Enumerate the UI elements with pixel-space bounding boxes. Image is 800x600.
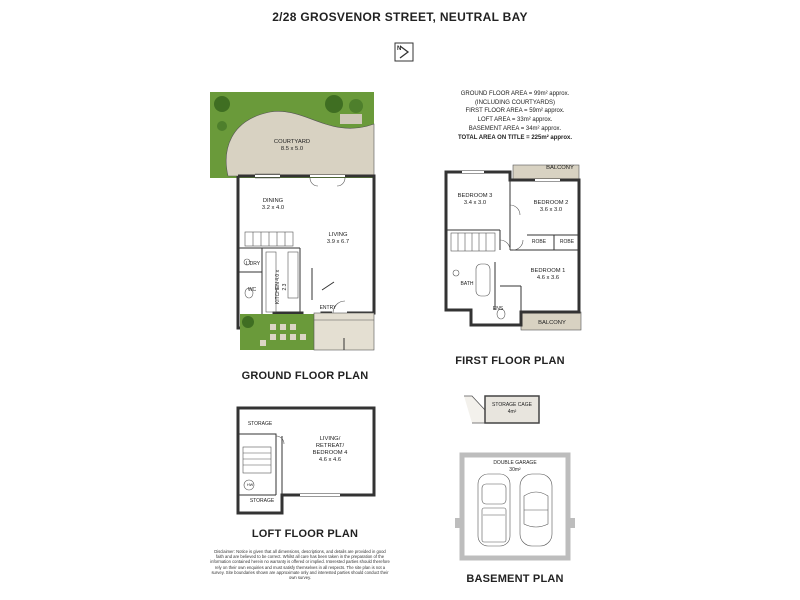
robe-label-2: ROBE (559, 239, 575, 245)
bath-label: BATH (460, 281, 474, 287)
loft-floor-plan-title: LOFT FLOOR PLAN (251, 528, 359, 540)
bedroom1-dim: 4.6 x 3.6 (536, 275, 560, 281)
robe-label-1: ROBE (531, 239, 547, 245)
wc-label: WC (247, 287, 257, 293)
area-total: TOTAL AREA ON TITLE = 225m² approx. (457, 134, 573, 141)
dining-dim: 3.2 x 4.0 (261, 205, 285, 211)
living-name: LIVING (328, 232, 348, 238)
living-dim: 3.9 x 6.7 (326, 239, 350, 245)
basement-plan-title: BASEMENT PLAN (466, 573, 564, 585)
loft-room-line1: LIVING/ (319, 436, 341, 442)
laundry-label: L'DRY (245, 261, 261, 267)
loft-storage-top-label: STORAGE (247, 421, 273, 427)
area-ground-note: (INCLUDING COURTYARDS) (474, 99, 556, 106)
area-first: FIRST FLOOR AREA = 59m² approx. (465, 108, 565, 115)
bedroom3-dim: 3.4 x 3.0 (463, 200, 487, 206)
dining-name: DINING (262, 198, 284, 204)
ground-floor-plan-title: GROUND FLOOR PLAN (241, 370, 369, 382)
entry-label: ENTRY (319, 305, 337, 311)
bedroom3-name: BEDROOM 3 (457, 193, 493, 199)
loft-room-dim: 4.6 x 4.6 (318, 457, 342, 463)
bedroom1-name: BEDROOM 1 (530, 268, 566, 274)
balcony-top-label: BALCONY (546, 165, 574, 171)
courtyard-dim: 8.5 x 5.0 (280, 146, 304, 152)
storage-cage-dim: 4m² (507, 409, 517, 415)
hot-water-label: HW (246, 483, 254, 487)
area-basement: BASEMENT AREA = 34m² approx. (468, 125, 562, 132)
loft-storage-bottom-label: STORAGE (249, 498, 275, 504)
area-ground: GROUND FLOOR AREA = 99m² approx. (460, 91, 570, 97)
bedroom2-dim: 3.6 x 3.0 (539, 207, 563, 213)
ensuite-label: ENS (492, 306, 504, 312)
disclaimer-text: Disclaimer: Notice is given that all dimensions, descriptions, and details are provided in good faith and are believed to be correct. Whilst all care has been taken in the preparation of the information contained herein no warranty is offered or implied. Interested parties should therefore rely on their own enquiries and must satisfy themselves in all respects. The site plan is not a survey. Site boundaries shown are approximate only and interested parties should conduct their own survey. (210, 549, 390, 581)
garage-name: DOUBLE GARAGE (493, 460, 537, 466)
area-loft: LOFT AREA = 33m² approx. (477, 117, 553, 124)
storage-cage-name: STORAGE CAGE (492, 402, 532, 408)
bedroom2-name: BEDROOM 2 (533, 200, 569, 206)
first-floor-plan-title: FIRST FLOOR PLAN (455, 355, 565, 367)
kitchen-dim: 4.0 x 2.3 (275, 269, 288, 291)
balcony-bottom-label: BALCONY (538, 320, 566, 326)
compass-label: N (397, 46, 402, 52)
kitchen-name: KITCHEN (275, 282, 281, 305)
courtyard-name: COURTYARD (273, 139, 311, 145)
garage-dim: 30m² (509, 467, 521, 473)
page-title: 2/28 GROSVENOR STREET, NEUTRAL BAY (272, 10, 528, 24)
loft-room-line3: BEDROOM 4 (312, 450, 348, 456)
loft-room-line2: RETREAT/ (315, 443, 345, 449)
garage-label (478, 460, 552, 474)
